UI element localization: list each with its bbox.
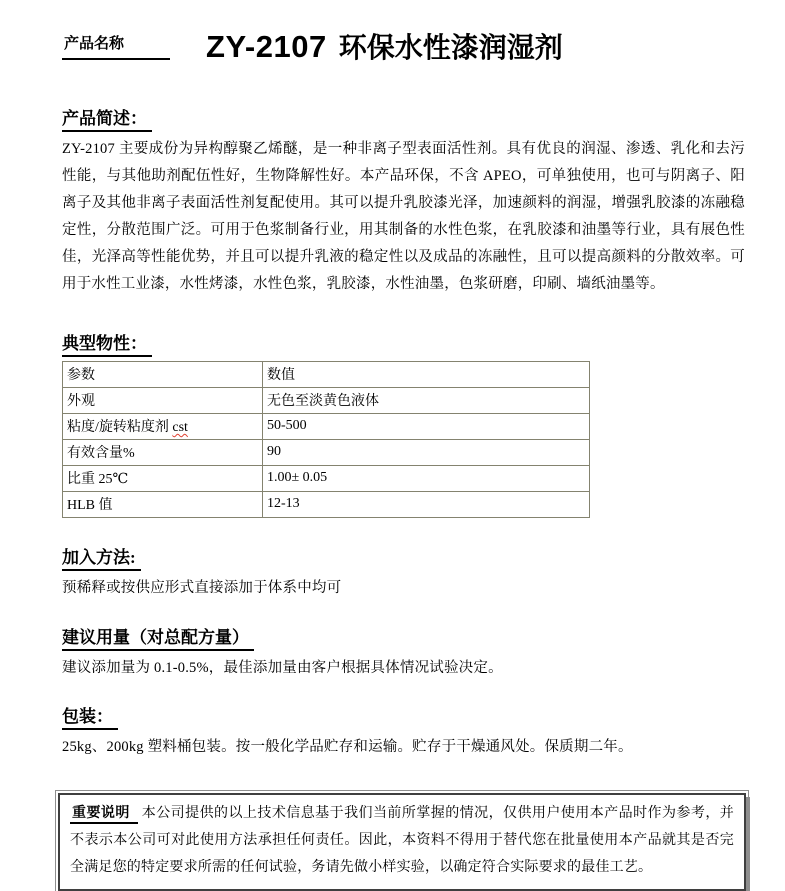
notice-paragraph	[70, 800, 734, 881]
section-dosage	[62, 623, 745, 682]
value-cell: 无色至淡黄色液体	[263, 388, 590, 414]
table-row	[63, 440, 590, 466]
spellcheck-word: cst	[172, 420, 188, 435]
param-cell: 粘度/旋转粘度剂 cst	[63, 414, 263, 440]
section-packaging	[62, 702, 745, 761]
product-name-label: 产品名称	[62, 26, 170, 60]
document-header	[62, 26, 745, 66]
table-row	[63, 414, 590, 440]
param-cell: 有效含量%	[63, 440, 263, 466]
param-cell: HLB 值	[63, 492, 263, 518]
important-notice-box	[58, 793, 746, 891]
product-name: 环保水性漆润湿剂	[338, 33, 563, 64]
notice-body: 本公司提供的以上技术信息基于我们当前所掌握的情况，仅供用户使用本产品时作为参考，并不表示本公司可对此使用方法承担任何责任。因此，本资料不得用于替代您在批量使用本产品就其是否完全满足您的特定要求所需的任何试验，务请先做小样实验，以确定符合实际要求的最佳工艺。	[70, 806, 734, 875]
method-heading: 加入方法:	[62, 543, 745, 568]
dosage-heading: 建议用量（对总配方量）	[62, 623, 745, 648]
properties-table-body	[63, 362, 590, 518]
table-header-row	[63, 362, 590, 388]
brief-paragraph: ZY-2107 主要成份为异构醇聚乙烯醚，是一种非离子型表面活性剂。具有优良的润湿、渗透、乳化和去污性能，与其他助剂配伍性好，生物降解性好。本产品环保，不含 APEO，可单独使用，也可与阴离子、阳离子及其他非离子表面活性剂复配使用。其可以提升乳胶漆光泽，加速颜料的润湿，增强乳胶漆的冻融稳定性，分散范围广泛。可用于色浆制备行业，用其制备的水性色浆，在乳胶漆和油墨等行业，具有展色性佳，光泽高等性能优势，并且可以提升乳液的稳定性以及成品的冻融性，且可以提高颜料的分散效率。可用于水性工业漆，水性烤漆，水性色浆，乳胶漆，水性油墨，色浆研磨，印刷、墙纸油墨等。	[62, 141, 745, 292]
section-method	[62, 543, 745, 602]
value-cell: 50-500	[263, 414, 590, 440]
section-brief	[62, 104, 745, 298]
table-row	[63, 388, 590, 414]
dosage-paragraph: 建议添加量为 0.1-0.5%，最佳添加量由客户根据具体情况试验决定。	[62, 660, 503, 676]
notice-label: 重要说明	[70, 806, 138, 824]
value-cell: 1.00± 0.05	[263, 466, 590, 492]
packaging-heading: 包装：	[62, 702, 745, 727]
table-row	[63, 492, 590, 518]
value-cell: 12-13	[263, 492, 590, 518]
value-header-cell: 数值	[263, 362, 590, 388]
table-row	[63, 466, 590, 492]
param-cell: 外观	[63, 388, 263, 414]
section-properties	[62, 329, 745, 518]
properties-heading: 典型物性：	[62, 329, 745, 354]
product-title	[206, 26, 563, 66]
param-header-cell: 参数	[63, 362, 263, 388]
param-cell: 比重 25℃	[63, 466, 263, 492]
product-code: ZY-2107	[206, 29, 327, 64]
properties-table	[62, 361, 590, 518]
brief-heading: 产品简述：	[62, 104, 745, 129]
value-cell: 90	[263, 440, 590, 466]
method-paragraph: 预稀释或按供应形式直接添加于体系中均可	[62, 580, 342, 596]
packaging-paragraph: 25kg、200kg 塑料桶包装。按一般化学品贮存和运输。贮存于干燥通风处。保质期二年。	[62, 739, 633, 755]
